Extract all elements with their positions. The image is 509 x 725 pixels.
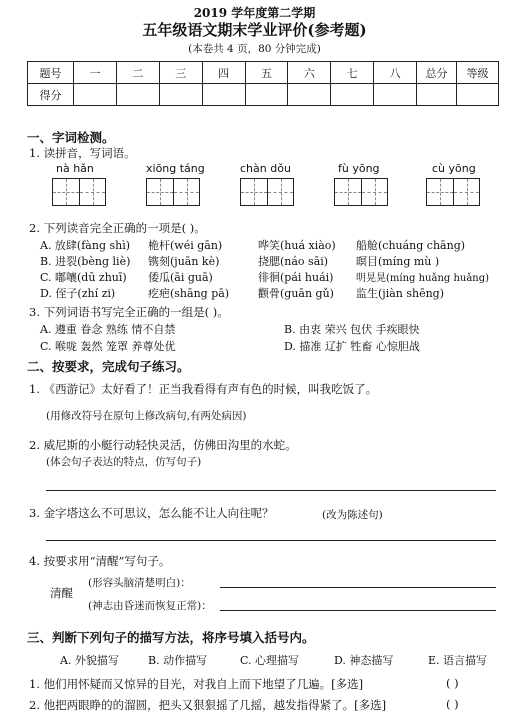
s1-q3-option-d: D. 描准 辽扩 牲畜 心惊胆战 — [284, 340, 420, 353]
s2-q3-text: 3. 金字塔这么不可思议，怎么能不让人向往呢？ — [29, 506, 274, 520]
score-header-cell: 总分 — [417, 62, 457, 84]
s2-q4-meaning-b: (神志由昏迷而恢复正常)： — [88, 600, 212, 612]
score-cell[interactable] — [159, 84, 202, 106]
option-c-word-3: 徘徊(pái huái) — [258, 271, 334, 284]
s2-q3-answer-line[interactable] — [46, 540, 496, 541]
score-header-cell: 三 — [159, 62, 202, 84]
option-c-word-2: 倭瓜(āi guā) — [148, 271, 213, 284]
s3-option-a: A. 外貌描写 — [60, 654, 119, 667]
pinyin-3: chàn dǒu — [240, 162, 291, 175]
score-cell[interactable] — [74, 84, 117, 106]
score-cell[interactable] — [374, 84, 417, 106]
s1-q3-option-b: B. 由衷 荣兴 包伏 手疾眼快 — [284, 323, 420, 336]
option-b-word-4: 暝目(míng mù ) — [356, 255, 440, 268]
option-b-word-3: 挠腮(náo sāi) — [258, 255, 329, 268]
score-table — [27, 61, 499, 106]
pinyin-4: fù yōng — [338, 162, 380, 175]
score-header-cell: 五 — [245, 62, 288, 84]
char-grid-5[interactable] — [426, 178, 480, 206]
option-d-word-3: 颧骨(guān gǔ) — [258, 287, 334, 300]
s3-item-2: 2. 他把两眼睁的的溜圆，把头又狠狠摇了几摇，越发指得紧了。[多选] — [29, 698, 387, 712]
section-1-title: 一、字词检测。 — [27, 130, 115, 145]
score-row-label: 得分 — [28, 84, 74, 106]
score-header-cell: 七 — [331, 62, 374, 84]
s3-item-2-answer[interactable]: ( ) — [446, 697, 459, 711]
score-table-score-row — [28, 84, 499, 106]
score-cell[interactable] — [457, 84, 499, 106]
s1-q3-text: 3. 下列词语书写完全正确的一组是( )。 — [29, 305, 229, 319]
score-header-cell: 题号 — [28, 62, 74, 84]
s1-q3-option-c: C. 喉咙 轰然 笼罩 养尊处优 — [40, 340, 176, 353]
s3-option-c: C. 心理描写 — [240, 654, 300, 667]
s2-q4-answer-line-b[interactable] — [220, 610, 496, 611]
char-grid-3[interactable] — [240, 178, 294, 206]
s2-q1-note: (用修改符号在原句上修改病句,有两处病因) — [46, 410, 247, 422]
score-header-cell: 六 — [288, 62, 331, 84]
s2-q2-note: (体会句子表达的特点，仿写句子) — [46, 456, 202, 468]
s2-q3-note: (改为陈述句) — [322, 509, 383, 521]
pinyin-1: nà hǎn — [56, 162, 94, 175]
section-2-title: 二、按要求，完成句子练习。 — [27, 359, 190, 374]
s3-option-e: E. 语言描写 — [428, 654, 488, 667]
s1-q2-text: 2. 下列读音完全正确的一项是( )。 — [29, 221, 206, 235]
s1-q1-text: 1. 读拼音，写词语。 — [29, 146, 136, 160]
exam-title: 五年级语文期末学业评价(参考题) — [142, 21, 367, 39]
score-table-header-row — [28, 62, 499, 84]
score-header-cell: 一 — [74, 62, 117, 84]
exam-year: 2019 学年度第二学期 — [193, 6, 316, 20]
s2-q4-meaning-a: (形容头脑清楚明白)： — [88, 577, 191, 589]
score-cell[interactable] — [331, 84, 374, 106]
score-cell[interactable] — [202, 84, 245, 106]
s3-option-d: D. 神态描写 — [334, 654, 394, 667]
option-d-word-1: D. 侄子(zhí zi) — [40, 287, 116, 300]
s2-q4-answer-line-a[interactable] — [220, 587, 496, 588]
option-b-word-1: B. 进裂(bèng liè) — [40, 255, 131, 268]
score-header-cell: 等级 — [457, 62, 499, 84]
s2-q4-text: 4. 按要求用“清醒”写句子。 — [29, 554, 171, 568]
s3-item-1-answer[interactable]: ( ) — [446, 676, 459, 690]
s2-q4-word: 清醒 — [50, 586, 73, 600]
option-a-word-2: 桅杆(wéi gān) — [148, 239, 223, 252]
score-cell[interactable] — [245, 84, 288, 106]
s2-q1-text: 1. 《西游记》太好看了！正当我看得有声有色的时候，叫我吃饭了。 — [29, 382, 378, 396]
s1-q3-option-a: A. 遵重 眷念 熟练 情不自禁 — [40, 323, 176, 336]
option-c-word-4: 明晃晃(míng huǎng huǎng) — [356, 273, 490, 284]
score-header-cell: 二 — [116, 62, 159, 84]
char-grid-4[interactable] — [334, 178, 388, 206]
option-d-word-2: 疙疤(shāng pā) — [148, 287, 230, 300]
s2-q2-answer-line[interactable] — [46, 490, 496, 491]
score-header-cell: 四 — [202, 62, 245, 84]
s2-q2-text: 2. 威尼斯的小艇行动轻快灵活，仿佛田沟里的水蛇。 — [29, 438, 297, 452]
score-cell[interactable] — [288, 84, 331, 106]
char-grid-1[interactable] — [52, 178, 106, 206]
pinyin-5: cù yōng — [432, 162, 476, 175]
option-a-word-3: 哗笑(huá xiào) — [258, 239, 336, 252]
pinyin-2: xiōng táng — [146, 162, 205, 175]
option-b-word-2: 镌刻(juān kè) — [148, 255, 220, 268]
option-a-word-4: 船舱(chuáng chāng) — [356, 239, 466, 252]
section-3-title: 三、判断下列句子的描写方法，将序号填入括号内。 — [27, 630, 315, 645]
exam-subtitle: (本卷共 4 页，80 分钟完成) — [188, 43, 321, 55]
s3-item-1: 1. 他们用怀疑而又惊异的目光，对我自上而下地望了几遍。[多选] — [29, 677, 364, 691]
option-a-word-1: A. 放肆(fàng shì) — [40, 239, 131, 252]
score-cell[interactable] — [116, 84, 159, 106]
score-header-cell: 八 — [374, 62, 417, 84]
s3-option-b: B. 动作描写 — [148, 654, 208, 667]
option-d-word-4: 监生(jiàn shēng) — [356, 287, 445, 300]
char-grid-2[interactable] — [146, 178, 200, 206]
score-cell[interactable] — [417, 84, 457, 106]
option-c-word-1: C. 嘟嚷(dū zhuī) — [40, 271, 127, 284]
